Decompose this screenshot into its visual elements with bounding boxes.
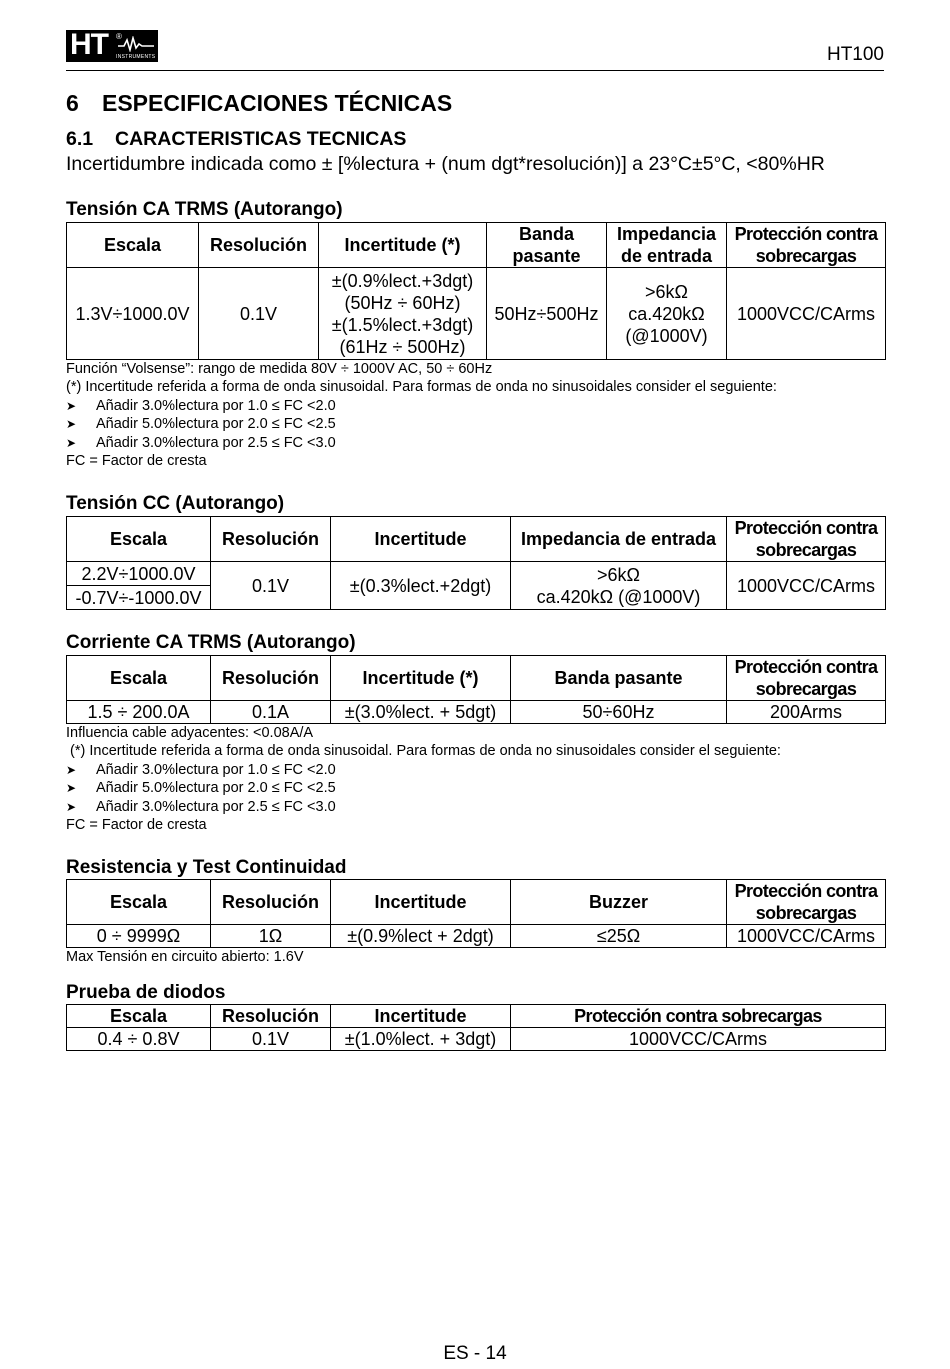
logo-wave-icon	[118, 36, 154, 52]
diode-title: Prueba de diodos	[66, 982, 226, 1003]
table-cell: ±(1.0%lect. + 3dgt)	[331, 1028, 511, 1051]
chapter-heading	[66, 88, 452, 118]
table-cell	[511, 562, 727, 610]
header-cell: Resolución	[199, 223, 319, 268]
note-line: Función “Volsense”: rango de medida 80V ÷ 1000V AC, 50 ÷ 60Hz	[66, 361, 493, 377]
table-cell: 1000VCC/CArms	[727, 268, 886, 360]
ac-voltage-table	[66, 222, 886, 360]
ac-voltage-title: Tensión CA TRMS (Autorango)	[66, 199, 343, 220]
table-cell	[319, 268, 487, 360]
header-cell: Impedancia de entrada	[511, 517, 727, 562]
table-row	[67, 925, 886, 948]
table-cell: 1000VCC/CArms	[727, 925, 886, 948]
table-cell: ±(3.0%lect. + 5dgt)	[331, 701, 511, 724]
logo-registered-mark: ®	[116, 32, 122, 41]
header-cell: Resolución	[211, 1005, 331, 1028]
note-line: FC = Factor de cresta	[66, 817, 207, 834]
header-cell: Protección contra sobrecargas	[727, 656, 886, 701]
header-cell: Banda pasante	[487, 223, 607, 268]
header-cell: Escala	[67, 1005, 211, 1028]
table-header-row	[67, 1005, 886, 1028]
cell-line: ca.420kΩ (@1000V)	[536, 586, 701, 607]
note-line: (*) Incertitude referida a forma de onda sinusoidal. Para formas de onda no sinusoidales consider el seguiente:	[66, 379, 777, 396]
table-cell: -0.7V÷-1000.0V	[67, 586, 211, 610]
header-cell: Impedancia de entrada	[607, 223, 727, 268]
cell-line: ±(0.9%lect.+3dgt)	[331, 270, 474, 291]
table-cell: 1000VCC/CArms	[511, 1028, 886, 1051]
table-cell: 1.3V÷1000.0V	[67, 268, 199, 360]
cell-line: >6kΩ	[645, 281, 688, 302]
table-cell: 1.5 ÷ 200.0A	[67, 701, 211, 724]
bullet-item: ➤ Añadir 3.0%lectura por 2.5 ≤ FC <3.0	[66, 434, 777, 452]
logo-text: HT	[70, 28, 108, 61]
header-cell: Banda pasante	[511, 656, 727, 701]
header-cell: Incertitude	[331, 1005, 511, 1028]
table-cell: 0.1V	[199, 268, 319, 360]
table-row	[67, 268, 886, 360]
header-cell: Escala	[67, 517, 211, 562]
header-cell: Escala	[67, 656, 211, 701]
cell-line: ±(1.5%lect.+3dgt)	[331, 314, 474, 335]
uncertainty-intro: Incertidumbre indicada como ± [%lectura + (num dgt*resolución)] a 23°C±5°C, <80%HR	[66, 153, 825, 175]
table-cell: 0.4 ÷ 0.8V	[67, 1028, 211, 1051]
table-cell: ±(0.3%lect.+2dgt)	[331, 562, 511, 610]
resistance-table	[66, 879, 886, 948]
header-cell: Incertitude (*)	[319, 223, 487, 268]
table-cell: 1Ω	[211, 925, 331, 948]
ac-current-table	[66, 655, 886, 724]
header-cell: Protección contra sobrecargas	[727, 880, 886, 925]
bullet-item: ➤ Añadir 3.0%lectura por 1.0 ≤ FC <2.0	[66, 397, 777, 415]
logo-subtext: INSTRUMENTS	[116, 54, 156, 60]
table-cell: 50Hz÷500Hz	[487, 268, 607, 360]
header-cell: Escala	[67, 223, 199, 268]
table-header-row	[67, 656, 886, 701]
section-number: 6.1	[66, 128, 94, 150]
model-name: HT100	[826, 44, 884, 65]
table-header-row	[67, 223, 886, 268]
table-cell: 1000VCC/CArms	[727, 562, 886, 610]
header-cell: Resolución	[211, 880, 331, 925]
header-cell: Incertitude	[331, 517, 511, 562]
table-header-row	[67, 517, 886, 562]
bullet-item: ➤ Añadir 5.0%lectura por 2.0 ≤ FC <2.5	[66, 779, 781, 797]
section-heading	[66, 127, 406, 151]
header-cell: Protección contra sobrecargas	[727, 223, 886, 268]
header-cell: Buzzer	[511, 880, 727, 925]
table-cell: 2.2V÷1000.0V	[67, 562, 211, 586]
chapter-number: 6	[66, 90, 79, 116]
note-line: Influencia cable adyacentes: <0.08A/A	[66, 725, 314, 741]
ac-current-notes	[66, 724, 781, 834]
table-cell: 0 ÷ 9999Ω	[67, 925, 211, 948]
header-cell: Incertitude (*)	[331, 656, 511, 701]
header-cell: Escala	[67, 880, 211, 925]
table-cell: ±(0.9%lect + 2dgt)	[331, 925, 511, 948]
note-line: (*) Incertitude referida a forma de onda sinusoidal. Para formas de onda no sinusoidales consider el seguiente:	[66, 743, 781, 760]
page-header	[66, 30, 884, 71]
dc-voltage-title: Tensión CC (Autorango)	[66, 493, 285, 514]
cell-line: ca.420kΩ	[628, 303, 705, 324]
header-cell: Incertitude	[331, 880, 511, 925]
header-cell: Protección contra sobrecargas	[511, 1005, 886, 1028]
header-cell: Protección contra sobrecargas	[727, 517, 886, 562]
page-number: ES - 14	[443, 1343, 507, 1364]
cell-line: >6kΩ	[597, 564, 640, 585]
cell-line: (@1000V)	[625, 325, 708, 346]
note-line: FC = Factor de cresta	[66, 453, 207, 470]
header-cell: Resolución	[211, 656, 331, 701]
bullet-item: ➤ Añadir 5.0%lectura por 2.0 ≤ FC <2.5	[66, 415, 777, 433]
ac-current-title: Corriente CA TRMS (Autorango)	[66, 632, 356, 653]
resistance-note: Max Tensión en circuito abierto: 1.6V	[66, 949, 304, 965]
bullet-item: ➤ Añadir 3.0%lectura por 2.5 ≤ FC <3.0	[66, 798, 781, 816]
table-cell: 0.1A	[211, 701, 331, 724]
table-cell	[607, 268, 727, 360]
ht-instruments-logo	[66, 30, 158, 62]
chapter-title: ESPECIFICACIONES TÉCNICAS	[102, 90, 453, 116]
section-title: CARACTERISTICAS TECNICAS	[115, 128, 407, 150]
dc-voltage-table	[66, 516, 886, 610]
cell-line: (50Hz ÷ 60Hz)	[344, 292, 461, 313]
table-cell: 0.1V	[211, 562, 331, 610]
resistance-title: Resistencia y Test Continuidad	[66, 857, 347, 878]
table-cell: 50÷60Hz	[511, 701, 727, 724]
table-cell: 0.1V	[211, 1028, 331, 1051]
bullet-item: ➤ Añadir 3.0%lectura por 1.0 ≤ FC <2.0	[66, 761, 781, 779]
ac-voltage-notes	[66, 360, 777, 470]
diode-table	[66, 1004, 886, 1051]
header-cell: Resolución	[211, 517, 331, 562]
cell-line: (61Hz ÷ 500Hz)	[339, 336, 466, 357]
table-header-row	[67, 880, 886, 925]
table-row	[67, 701, 886, 724]
table-row	[67, 562, 886, 586]
table-cell: 200Arms	[727, 701, 886, 724]
table-row	[67, 1028, 886, 1051]
table-cell: ≤25Ω	[511, 925, 727, 948]
